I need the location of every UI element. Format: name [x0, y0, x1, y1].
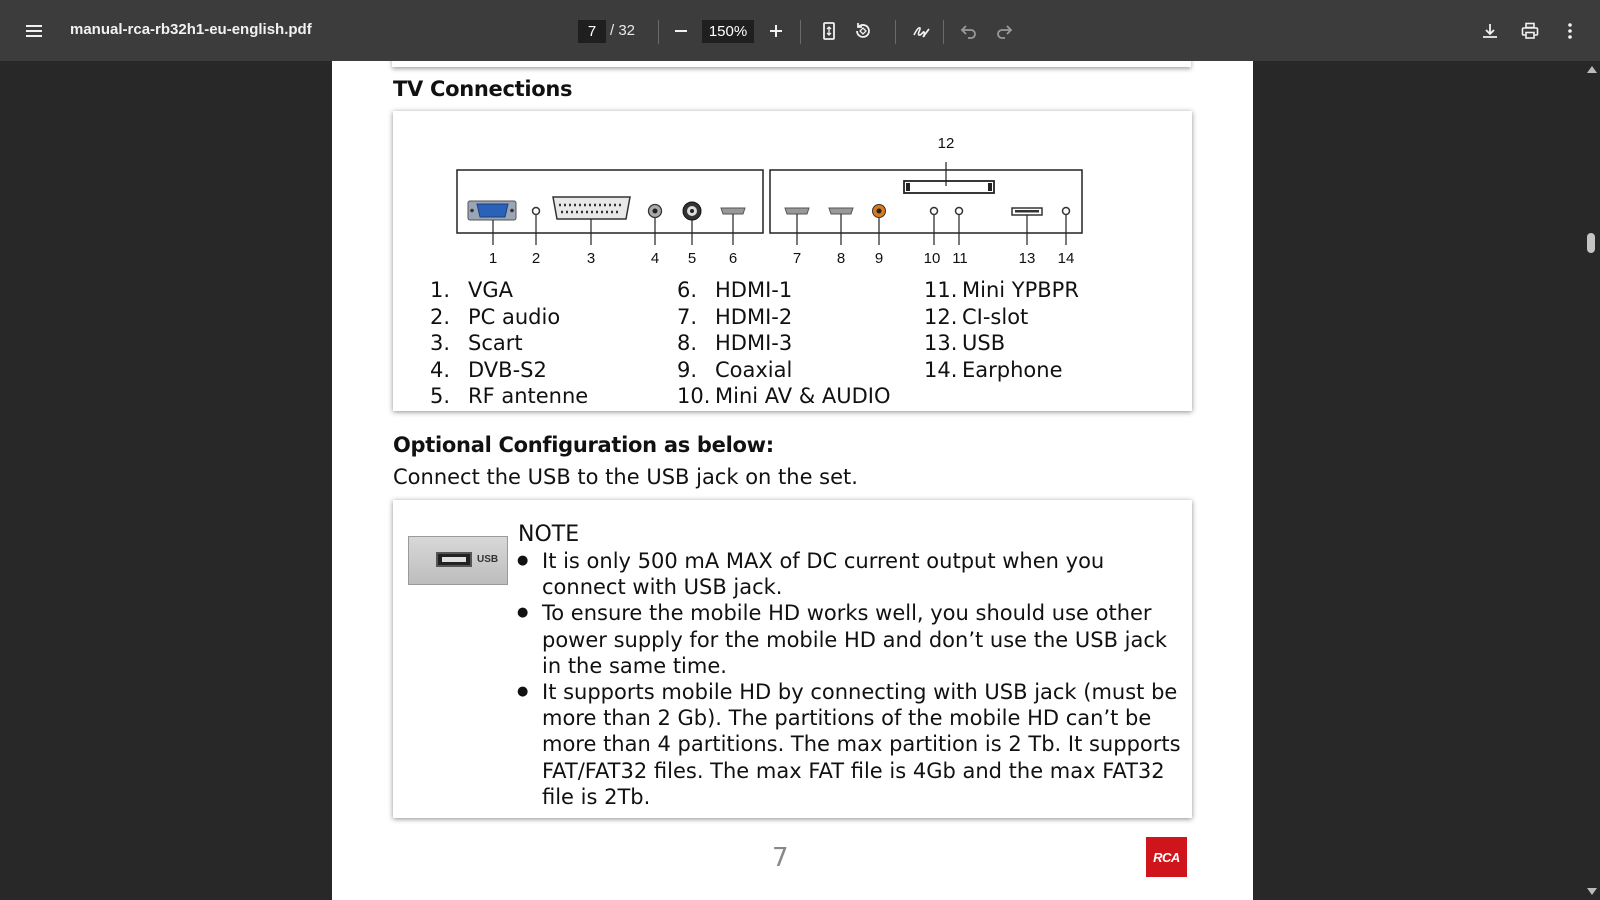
zoom-in-icon[interactable] [760, 15, 792, 47]
diagram-label: 1 [488, 250, 498, 267]
pdf-viewer [0, 61, 1600, 900]
scroll-down-icon[interactable] [1587, 888, 1597, 895]
page-number-input[interactable]: 7 [578, 20, 606, 43]
section-title: TV Connections [393, 77, 573, 101]
scroll-up-icon[interactable] [1587, 66, 1597, 73]
list-item: 6. HDMI-1 [677, 278, 793, 302]
more-icon[interactable] [1554, 15, 1586, 47]
previous-panel-edge [392, 61, 1191, 67]
note-title: NOTE [518, 522, 580, 547]
redo-icon[interactable] [988, 15, 1020, 47]
list-item: 9. Coaxial [677, 357, 793, 382]
document-title: manual-rca-rb32h1-eu-english.pdf [70, 21, 312, 38]
list-item: 5. RF antenne [430, 384, 589, 408]
diagram-label: 14 [1057, 250, 1075, 267]
diagram-label: 6 [728, 250, 738, 267]
connections-panel [393, 111, 1192, 411]
toolbar-divider [658, 20, 659, 44]
earphone-jack-icon [1063, 208, 1070, 215]
note-item: ● It supports mobile HD by connecting with USB jack (must be more than 2 Gb). The partitions of the mobile HD can’t be more than 4 partitions. The max partition is 2 Tb. It supports FAT/FAT32 files. The max FAT file is 4Gb and the max FAT32 file is 2Tb. [517, 679, 1182, 810]
vertical-scrollbar[interactable] [1583, 61, 1600, 900]
diagram-label: 5 [687, 250, 697, 267]
pc-audio-jack-icon [533, 208, 540, 215]
usb-port-icon [436, 552, 472, 567]
optional-config-title: Optional Configuration as below: [393, 433, 774, 457]
hdmi-1-port-icon [721, 208, 745, 214]
zoom-out-icon[interactable] [665, 15, 697, 47]
pdf-toolbar [0, 0, 1600, 61]
pdf-page [332, 61, 1253, 900]
mini-av-jack-icon [931, 208, 938, 215]
scrollbar-thumb[interactable] [1587, 233, 1595, 253]
toolbar-divider [943, 20, 944, 44]
list-item: 1. VGA [430, 278, 514, 302]
scart-port-icon [553, 197, 630, 219]
diagram-label: 9 [874, 250, 884, 267]
diagram-bottom-labels [489, 250, 1075, 267]
fit-page-icon[interactable] [813, 15, 845, 47]
right-panel-outline [770, 170, 1082, 233]
diagram-label: 10 [923, 250, 941, 267]
toolbar-divider [895, 20, 896, 44]
diagram-label: 13 [1018, 250, 1036, 267]
diagram-label: 11 [952, 250, 968, 267]
toolbar-divider [800, 20, 801, 44]
note-list [517, 548, 1182, 810]
print-icon[interactable] [1514, 15, 1546, 47]
list-item: 3. Scart [430, 331, 523, 355]
optional-config-text: Connect the USB to the USB jack on the set. [393, 465, 858, 489]
diagram-label: 3 [586, 250, 596, 267]
connections-list-col1 [430, 277, 588, 410]
download-icon[interactable] [1474, 15, 1506, 47]
page-total: / 32 [610, 22, 636, 39]
annotate-icon[interactable] [905, 15, 937, 47]
usb-jack-image [408, 536, 508, 585]
rotate-icon[interactable] [847, 15, 879, 47]
diagram-label-12: 12 [937, 135, 955, 152]
hdmi-3-port-icon [829, 208, 853, 214]
undo-icon[interactable] [953, 15, 985, 47]
usb-port-icon [1012, 208, 1042, 215]
list-item: 7. HDMI-2 [677, 304, 793, 329]
mini-ypbpr-jack-icon [956, 208, 963, 215]
diagram-label: 8 [836, 250, 846, 267]
connections-list-col2 [677, 277, 891, 410]
list-item: 8. HDMI-3 [677, 331, 793, 355]
list-item: 13. USB [924, 331, 1006, 355]
rca-logo: RCA [1146, 837, 1187, 877]
note-item: ● It is only 500 mA MAX of DC current output when you connect with USB jack. [517, 548, 1182, 600]
note-panel [393, 500, 1192, 818]
list-item: 4. DVB-S2 [430, 357, 547, 382]
menu-icon[interactable] [18, 15, 50, 47]
vga-port-icon [468, 201, 516, 220]
dvb-s2-connector-icon [649, 205, 662, 218]
diagram-label: 2 [531, 250, 541, 267]
diagram-label: 4 [650, 250, 660, 267]
list-item: 2. PC audio [430, 304, 561, 329]
tv-connections-diagram [393, 111, 1192, 271]
list-item: 14. Earphone [924, 357, 1063, 382]
coaxial-jack-icon [873, 205, 886, 218]
diagram-label: 7 [792, 250, 802, 267]
page-number: 7 [772, 843, 789, 873]
usb-label: USB [477, 554, 499, 565]
list-item: 11. Mini YPBPR [924, 278, 1079, 302]
list-item: 12. CI-slot [924, 304, 1029, 329]
connections-list-col3 [924, 277, 1079, 383]
zoom-input[interactable]: 150% [702, 20, 754, 43]
ci-slot-icon [904, 181, 994, 193]
list-item: 10. Mini AV & AUDIO [677, 384, 891, 408]
hdmi-2-port-icon [785, 208, 809, 214]
rf-antenna-connector-icon [683, 202, 701, 220]
note-item: ● To ensure the mobile HD works well, you should use other power supply for the mobile HD and don’t use the USB jack in the same time. [517, 600, 1182, 679]
